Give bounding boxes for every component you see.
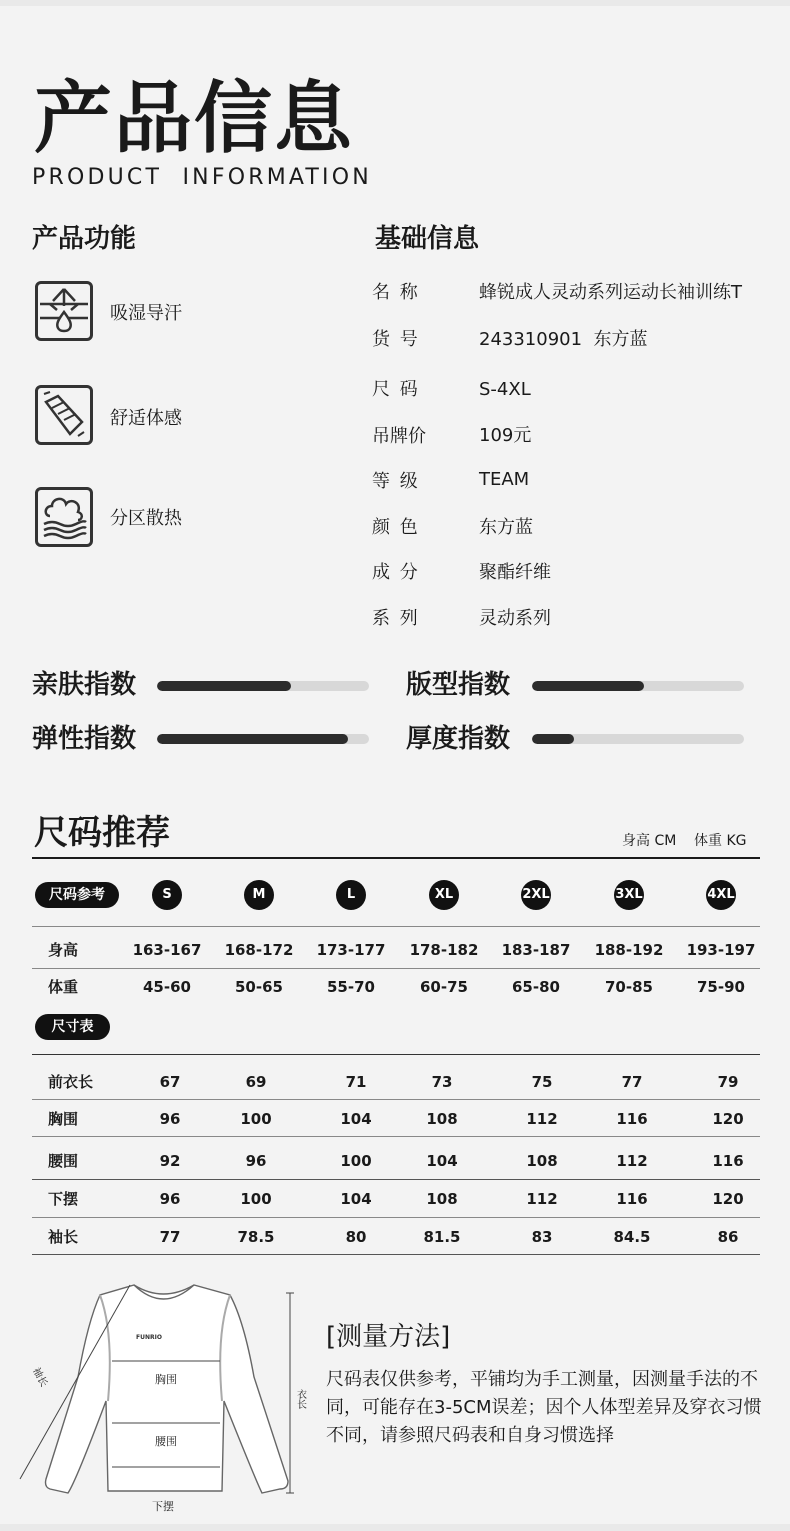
weight-cell: 70-85 (605, 978, 653, 996)
comfort-fabric-icon (35, 385, 93, 445)
info-value-sku: 243310901 东方蓝 (479, 329, 648, 350)
weight-cell: 75-90 (697, 978, 745, 996)
size-table-rule (32, 1099, 760, 1100)
size-table-cell: 112 (526, 1190, 558, 1208)
size-table-cell: 96 (245, 1152, 267, 1170)
size-dot-s: S (152, 880, 182, 910)
size-dot-2xl: 2XL (521, 880, 551, 910)
size-dot-4xl: 4XL (706, 880, 736, 910)
size-table-cell: 77 (621, 1073, 643, 1091)
heat-dissipation-icon (35, 487, 93, 547)
size-rec-title: 尺码推荐 (34, 813, 170, 853)
size-dot-m: M (244, 880, 274, 910)
unit-weight: 体重 KG (694, 833, 747, 849)
info-key-price: 吊牌价 (372, 426, 426, 447)
size-table-cell: 86 (717, 1228, 739, 1246)
weight-cell: 45-60 (143, 978, 191, 996)
size-table-cell: 73 (431, 1073, 453, 1091)
size-table-rule (32, 1179, 760, 1180)
info-value-grade: TEAM (479, 469, 530, 490)
height-cell: 168-172 (224, 941, 294, 959)
size-dot-3xl: 3XL (614, 880, 644, 910)
size-dot-xl: XL (429, 880, 459, 910)
size-table-rule (32, 1217, 760, 1218)
info-value-size: S-4XL (479, 379, 531, 400)
size-table-cell: 108 (426, 1190, 458, 1208)
size-table-cell: 71 (345, 1073, 367, 1091)
diagram-hem-label: 下摆 (152, 1500, 174, 1513)
measure-text: 尺码表仅供参考，平铺均为手工测量，因测量手法的不同，可能存在3-5CM误差；因个人体型差异及穿衣习惯不同，请参照尺码表和自身习惯选择 (326, 1369, 762, 1446)
size-table-rule (32, 1136, 760, 1137)
size-table-cell: 112 (616, 1152, 648, 1170)
size-table-pill: 尺寸表 (35, 1014, 110, 1040)
weight-cell: 60-75 (420, 978, 468, 996)
size-table-cell: 120 (712, 1190, 744, 1208)
size-table-cell: 116 (616, 1190, 648, 1208)
size-table-row-label: 腰围 (48, 1152, 79, 1170)
size-table-row-label: 下摆 (48, 1190, 79, 1208)
moisture-wicking-icon (35, 281, 93, 341)
info-value-name: 蜂锐成人灵动系列运动长袖训练T (479, 282, 742, 303)
diagram-waist-label: 腰围 (155, 1435, 177, 1448)
size-table-cell: 104 (340, 1190, 372, 1208)
size-table-cell: 100 (240, 1110, 272, 1128)
size-table-cell: 96 (159, 1110, 181, 1128)
weight-row-label: 体重 (48, 978, 79, 996)
size-table-cell: 116 (616, 1110, 648, 1128)
size-table-cell: 100 (340, 1152, 372, 1170)
info-key-sku: 货 号 (372, 329, 420, 350)
size-table-cell: 84.5 (613, 1228, 651, 1246)
size-table-row-label: 胸围 (48, 1110, 79, 1128)
size-table-cell: 81.5 (423, 1228, 461, 1246)
size-table-cell: 104 (426, 1152, 458, 1170)
size-table-top-rule (32, 1054, 760, 1055)
size-table-cell: 104 (340, 1110, 372, 1128)
size-table-cell: 83 (531, 1228, 553, 1246)
feature-label-heat: 分区散热 (110, 508, 182, 529)
size-table-cell: 67 (159, 1073, 181, 1091)
index-bar-skin (157, 681, 369, 691)
info-key-material: 成 分 (372, 562, 420, 583)
page-title: 产品信息 (34, 74, 355, 164)
weight-cell: 65-80 (512, 978, 560, 996)
size-rec-rule-2 (32, 968, 760, 969)
index-bar-fit (532, 681, 744, 691)
size-table-row-label: 前衣长 (48, 1073, 94, 1091)
height-cell: 163-167 (132, 941, 202, 959)
index-fill-skin (157, 681, 291, 691)
index-bar-elastic (157, 734, 369, 744)
info-value-series: 灵动系列 (479, 608, 551, 629)
size-table-cell: 116 (712, 1152, 744, 1170)
size-table-rule (32, 1254, 760, 1255)
info-key-color: 颜 色 (372, 517, 420, 538)
index-fill-elastic (157, 734, 348, 744)
height-cell: 178-182 (409, 941, 479, 959)
weight-cell: 55-70 (327, 978, 375, 996)
size-ref-pill: 尺码参考 (35, 882, 119, 908)
page-subtitle: PRODUCT INFORMATION (32, 165, 372, 190)
height-cell: 173-177 (316, 941, 386, 959)
weight-cell: 50-65 (235, 978, 283, 996)
info-key-series: 系 列 (372, 608, 420, 629)
basic-info-heading: 基础信息 (375, 224, 480, 254)
info-value-color: 东方蓝 (479, 517, 533, 538)
info-key-size: 尺 码 (372, 379, 420, 400)
index-label-fit: 版型指数 (406, 670, 511, 700)
info-key-grade: 等 级 (372, 471, 420, 492)
diagram-length-label: 衣长 (294, 1389, 306, 1409)
index-label-elastic: 弹性指数 (32, 724, 137, 754)
features-heading: 产品功能 (32, 224, 137, 254)
info-key-name: 名 称 (372, 282, 420, 303)
height-row-label: 身高 (48, 941, 79, 959)
size-table-cell: 120 (712, 1110, 744, 1128)
measure-title: [测量方法] (326, 1322, 451, 1352)
size-table-cell: 96 (159, 1190, 181, 1208)
height-cell: 193-197 (686, 941, 756, 959)
size-table-cell: 92 (159, 1152, 181, 1170)
size-table-cell: 80 (345, 1228, 367, 1246)
diagram-chest-label: 胸围 (155, 1373, 177, 1386)
size-dot-l: L (336, 880, 366, 910)
index-label-skin: 亲肤指数 (32, 670, 137, 700)
size-table-cell: 108 (526, 1152, 558, 1170)
size-table-cell: 78.5 (237, 1228, 275, 1246)
product-info-page (0, 6, 790, 1524)
feature-label-moisture: 吸湿导汗 (110, 303, 182, 324)
size-rec-rule-1 (32, 926, 760, 927)
info-value-material: 聚酯纤维 (479, 562, 551, 583)
size-table-cell: 79 (717, 1073, 739, 1091)
garment-diagram (18, 1281, 308, 1521)
size-table-cell: 100 (240, 1190, 272, 1208)
size-table-cell: 108 (426, 1110, 458, 1128)
info-value-price: 109元 (479, 425, 532, 446)
feature-label-comfort: 舒适体感 (110, 408, 182, 429)
size-table-row-label: 袖长 (48, 1228, 79, 1246)
size-table-cell: 69 (245, 1073, 267, 1091)
size-table-cell: 112 (526, 1110, 558, 1128)
height-cell: 188-192 (594, 941, 664, 959)
index-fill-fit (532, 681, 644, 691)
diagram-sleeve-label: 袖长 (30, 1366, 50, 1389)
index-label-thickness: 厚度指数 (406, 724, 511, 754)
index-fill-thickness (532, 734, 574, 744)
size-table-cell: 77 (159, 1228, 181, 1246)
height-cell: 183-187 (501, 941, 571, 959)
index-bar-thickness (532, 734, 744, 744)
size-table-cell: 75 (531, 1073, 553, 1091)
diagram-brand: FUNRIO (136, 1334, 162, 1341)
unit-height: 身高 CM (622, 833, 677, 849)
size-rec-divider (32, 857, 760, 859)
